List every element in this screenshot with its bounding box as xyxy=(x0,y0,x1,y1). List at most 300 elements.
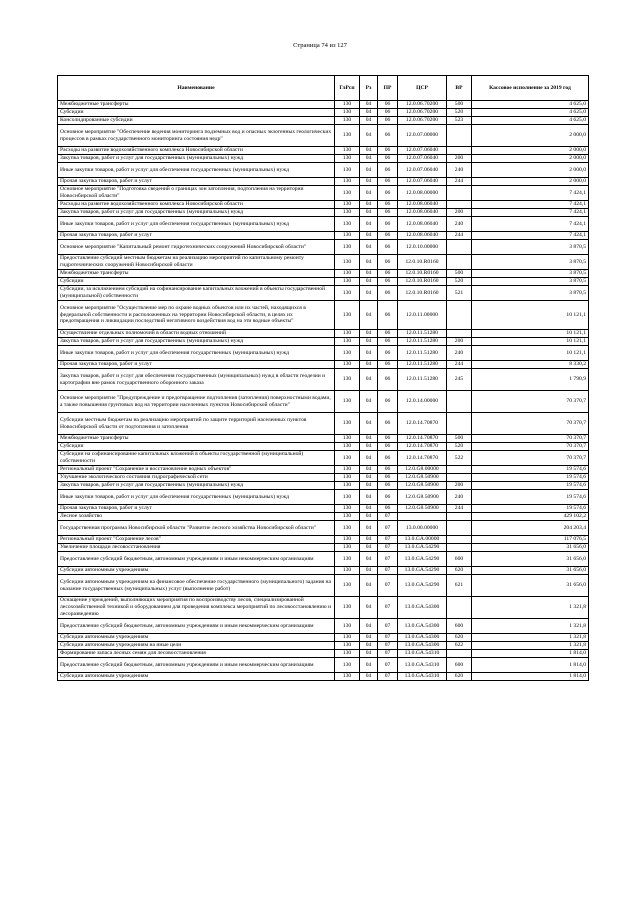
header-cash-execution: Кассовое исполнение за 2019 год xyxy=(472,76,589,101)
table-row xyxy=(58,178,589,186)
cell-csr: 12.0.14.70870 xyxy=(398,435,447,443)
cell-sum: 19 574,6 xyxy=(472,466,589,474)
cell-vr: 520 xyxy=(447,443,472,451)
cell-sum: 3 870,5 xyxy=(472,270,589,278)
table-row xyxy=(58,232,589,240)
table-row xyxy=(58,346,589,361)
cell-name: Улучшение экологического состояния гидрографической сети xyxy=(58,474,335,482)
cell-csr: 13.0.GA.54310 xyxy=(398,650,447,658)
cell-rz: 04 xyxy=(360,201,378,209)
cell-vr: 200 xyxy=(447,155,472,163)
cell-rz: 04 xyxy=(360,658,378,673)
table-body xyxy=(58,101,589,681)
cell-rz: 04 xyxy=(360,369,378,391)
cell-name: Субсидии автономным учреждениям xyxy=(58,673,335,681)
cell-sum: 4 625,0 xyxy=(472,101,589,109)
table-row xyxy=(58,270,589,278)
cell-name: Субсидии, за исключением субсидий на софинансирование капитальных вложений в объекты государственной (муниципальной) собственности xyxy=(58,286,335,301)
cell-csr: 13.0.GA.54300 xyxy=(398,619,447,634)
cell-name: Закупка товаров, работ и услуг для обеспечения государственных (муниципальных) нужд в области геодезии и картографии вне рамок государственного оборонного заказа xyxy=(58,369,335,391)
cell-sum: 8 330,2 xyxy=(472,361,589,369)
budget-table xyxy=(57,75,589,681)
cell-rz: 04 xyxy=(360,619,378,634)
cell-name: Субсидии xyxy=(58,278,335,286)
cell-pr: 07 xyxy=(378,513,398,521)
cell-glrsp: 130 xyxy=(335,109,360,117)
table-row xyxy=(58,217,589,232)
cell-name: Расходы на развитие водохозяйственного комплекса Новосибирской области xyxy=(58,201,335,209)
cell-csr: 12.0.G8.50900 xyxy=(398,490,447,505)
cell-name: Предоставление субсидий бюджетным, автономным учреждениям и иным некоммерческим организациям xyxy=(58,619,335,634)
cell-sum: 2 000,0 xyxy=(472,178,589,186)
table-row xyxy=(58,451,589,466)
table-row xyxy=(58,369,589,391)
cell-pr: 06 xyxy=(378,490,398,505)
cell-vr: 240 xyxy=(447,163,472,178)
cell-name: Субсидии на софинансирование капитальных вложений в объекты государственной (муниципальной) собственности xyxy=(58,451,335,466)
cell-glrsp: 130 xyxy=(335,186,360,201)
cell-pr: 06 xyxy=(378,278,398,286)
cell-glrsp: 130 xyxy=(335,361,360,369)
cell-name: Закупка товаров, работ и услуг для государственных (муниципальных) нужд xyxy=(58,338,335,346)
cell-vr: 520 xyxy=(447,109,472,117)
cell-csr: 12.0.06.70200 xyxy=(398,109,447,117)
table-row xyxy=(58,482,589,490)
cell-vr xyxy=(447,521,472,536)
cell-vr xyxy=(447,201,472,209)
cell-csr: 13.0.GA.54300 xyxy=(398,642,447,650)
cell-sum: 3 870,5 xyxy=(472,286,589,301)
cell-sum: 2 000,0 xyxy=(472,147,589,155)
table-row xyxy=(58,338,589,346)
cell-rz: 04 xyxy=(360,101,378,109)
cell-pr: 06 xyxy=(378,163,398,178)
cell-rz: 04 xyxy=(360,482,378,490)
cell-vr: 600 xyxy=(447,619,472,634)
cell-sum: 1 814,0 xyxy=(472,650,589,658)
cell-rz: 04 xyxy=(360,346,378,361)
cell-pr: 07 xyxy=(378,575,398,597)
cell-pr: 06 xyxy=(378,209,398,217)
table-row xyxy=(58,552,589,567)
cell-glrsp: 130 xyxy=(335,125,360,147)
cell-rz: 04 xyxy=(360,278,378,286)
cell-csr: 12.0.G8.50900 xyxy=(398,474,447,482)
cell-pr: 06 xyxy=(378,435,398,443)
cell-pr: 06 xyxy=(378,201,398,209)
cell-pr: 06 xyxy=(378,155,398,163)
cell-sum: 3 870,5 xyxy=(472,278,589,286)
cell-rz: 04 xyxy=(360,330,378,338)
cell-rz: 04 xyxy=(360,536,378,544)
cell-sum: 10 121,1 xyxy=(472,301,589,330)
cell-name: Осуществление отдельных полномочий в области водных отношений xyxy=(58,330,335,338)
cell-vr xyxy=(447,466,472,474)
cell-pr: 06 xyxy=(378,147,398,155)
cell-vr: 200 xyxy=(447,482,472,490)
table-row xyxy=(58,240,589,255)
table-row xyxy=(58,536,589,544)
cell-csr: 13.0.GA.54290 xyxy=(398,552,447,567)
cell-vr xyxy=(447,536,472,544)
cell-csr: 13.0.GA.54290 xyxy=(398,567,447,575)
cell-name: Прочая закупка товаров, работ и услуг xyxy=(58,232,335,240)
cell-csr: 13.0.GA.54310 xyxy=(398,658,447,673)
cell-pr: 06 xyxy=(378,286,398,301)
cell-rz: 04 xyxy=(360,552,378,567)
cell-csr: 13.0.GA.00000 xyxy=(398,536,447,544)
cell-glrsp: 130 xyxy=(335,301,360,330)
cell-sum: 31 656,0 xyxy=(472,575,589,597)
cell-sum: 117 076,5 xyxy=(472,536,589,544)
table-row xyxy=(58,521,589,536)
cell-name: Субсидии автономным учреждениям xyxy=(58,567,335,575)
cell-pr: 06 xyxy=(378,338,398,346)
cell-pr: 07 xyxy=(378,658,398,673)
cell-vr xyxy=(447,186,472,201)
cell-sum: 1 321,8 xyxy=(472,634,589,642)
cell-sum: 429 102,2 xyxy=(472,513,589,521)
cell-rz: 04 xyxy=(360,391,378,413)
cell-glrsp: 130 xyxy=(335,521,360,536)
cell-rz: 04 xyxy=(360,597,378,619)
cell-pr: 06 xyxy=(378,361,398,369)
cell-name: Иные закупки товаров, работ и услуг для обеспечения государственных (муниципальных) нужд xyxy=(58,163,335,178)
table-row xyxy=(58,163,589,178)
cell-rz: 04 xyxy=(360,270,378,278)
cell-vr: 244 xyxy=(447,505,472,513)
cell-csr: 12.0.06.70200 xyxy=(398,117,447,125)
table-row xyxy=(58,209,589,217)
cell-vr: 500 xyxy=(447,270,472,278)
cell-name: Основное мероприятие "Обеспечение ведения мониторинга подземных вод и опасных экзогенных геологических процессов в рамках государственного мониторинга состояния недр" xyxy=(58,125,335,147)
cell-pr: 06 xyxy=(378,101,398,109)
cell-glrsp: 130 xyxy=(335,369,360,391)
cell-sum: 3 870,5 xyxy=(472,240,589,255)
cell-sum: 2 000,0 xyxy=(472,163,589,178)
cell-glrsp: 130 xyxy=(335,513,360,521)
cell-rz: 04 xyxy=(360,443,378,451)
cell-csr: 12.0.14.70870 xyxy=(398,443,447,451)
table-row xyxy=(58,490,589,505)
cell-pr: 06 xyxy=(378,443,398,451)
cell-pr: 06 xyxy=(378,482,398,490)
cell-name: Формирование запаса лесных семян для лесовосстановления xyxy=(58,650,335,658)
header-pr: ПР xyxy=(378,76,398,101)
cell-sum: 70 370,7 xyxy=(472,443,589,451)
cell-glrsp: 130 xyxy=(335,270,360,278)
cell-csr: 13.0.GA.54310 xyxy=(398,673,447,681)
cell-sum: 1 321,8 xyxy=(472,619,589,634)
cell-rz: 04 xyxy=(360,474,378,482)
cell-csr: 12.0.11.00000 xyxy=(398,301,447,330)
cell-vr: 200 xyxy=(447,338,472,346)
table-row xyxy=(58,443,589,451)
cell-rz: 04 xyxy=(360,301,378,330)
cell-name: Субсидии xyxy=(58,109,335,117)
table-row xyxy=(58,435,589,443)
cell-vr: 521 xyxy=(447,286,472,301)
cell-glrsp: 130 xyxy=(335,658,360,673)
cell-vr: 620 xyxy=(447,567,472,575)
cell-sum: 70 370,7 xyxy=(472,413,589,435)
cell-glrsp: 130 xyxy=(335,474,360,482)
cell-sum: 70 370,7 xyxy=(472,435,589,443)
header-vr: ВР xyxy=(447,76,472,101)
cell-rz: 04 xyxy=(360,255,378,270)
cell-sum: 7 424,1 xyxy=(472,217,589,232)
cell-vr: 523 xyxy=(447,117,472,125)
cell-vr: 244 xyxy=(447,178,472,186)
cell-csr: 12.0.11.51280 xyxy=(398,369,447,391)
table-row xyxy=(58,391,589,413)
cell-glrsp: 130 xyxy=(335,209,360,217)
cell-glrsp: 130 xyxy=(335,567,360,575)
cell-sum: 19 574,6 xyxy=(472,505,589,513)
table-row xyxy=(58,658,589,673)
cell-csr: 12.0.10.R0160 xyxy=(398,255,447,270)
cell-vr: 520 xyxy=(447,278,472,286)
cell-vr xyxy=(447,330,472,338)
cell-sum: 31 656,0 xyxy=(472,567,589,575)
cell-glrsp: 130 xyxy=(335,443,360,451)
table-row xyxy=(58,474,589,482)
cell-sum: 19 574,6 xyxy=(472,474,589,482)
table-row xyxy=(58,330,589,338)
cell-vr: 522 xyxy=(447,451,472,466)
cell-glrsp: 130 xyxy=(335,597,360,619)
table-row xyxy=(58,413,589,435)
cell-pr: 06 xyxy=(378,255,398,270)
cell-rz: 04 xyxy=(360,466,378,474)
cell-rz: 04 xyxy=(360,125,378,147)
cell-sum: 1 321,8 xyxy=(472,642,589,650)
cell-sum: 2 000,0 xyxy=(472,155,589,163)
cell-sum: 19 574,6 xyxy=(472,482,589,490)
table-row xyxy=(58,642,589,650)
cell-name: Субсидии автономным учреждениям на финансовое обеспечение государственного (муниципального) задания на оказание государственных (муниципальных) услуг (выполнение работ) xyxy=(58,575,335,597)
cell-glrsp: 130 xyxy=(335,240,360,255)
cell-vr xyxy=(447,125,472,147)
table-row xyxy=(58,201,589,209)
cell-glrsp: 130 xyxy=(335,155,360,163)
cell-glrsp: 130 xyxy=(335,673,360,681)
header-rz: Рз xyxy=(360,76,378,101)
cell-glrsp: 130 xyxy=(335,338,360,346)
cell-name: Межбюджетные трансферты xyxy=(58,101,335,109)
cell-name: Субсидии местным бюджетам на реализацию мероприятий по защите территорий населенных пунктов Новосибирской области от подтопления и затопления xyxy=(58,413,335,435)
cell-name: Прочая закупка товаров, работ и услуг xyxy=(58,178,335,186)
cell-csr: 12.0.08.00000 xyxy=(398,186,447,201)
cell-rz: 04 xyxy=(360,521,378,536)
cell-name: Региональный проект "Сохранение лесов" xyxy=(58,536,335,544)
cell-vr xyxy=(447,597,472,619)
cell-name: Субсидии автономным учреждениям xyxy=(58,634,335,642)
cell-pr: 06 xyxy=(378,346,398,361)
cell-glrsp: 130 xyxy=(335,201,360,209)
table-row xyxy=(58,361,589,369)
cell-glrsp: 130 xyxy=(335,232,360,240)
cell-rz: 04 xyxy=(360,642,378,650)
cell-csr: 12.0.14.70870 xyxy=(398,451,447,466)
cell-name: Лесное хозяйство xyxy=(58,513,335,521)
cell-name: Оснащение учреждений, выполняющих мероприятия по воспроизводству лесов, специализированной лесохозяйственной техникой и оборудованием для проведения комплекса мероприятий по лесовосстановлению и лесоразведению xyxy=(58,597,335,619)
cell-csr: 13.0.GA.54300 xyxy=(398,634,447,642)
cell-glrsp: 130 xyxy=(335,619,360,634)
cell-rz: 04 xyxy=(360,178,378,186)
cell-vr xyxy=(447,544,472,552)
cell-name: Консолидированные субсидии xyxy=(58,117,335,125)
cell-vr: 240 xyxy=(447,346,472,361)
cell-csr: 12.0.07.06040 xyxy=(398,147,447,155)
cell-vr xyxy=(447,240,472,255)
cell-vr: 600 xyxy=(447,658,472,673)
cell-glrsp: 130 xyxy=(335,163,360,178)
header-csr: ЦСР xyxy=(398,76,447,101)
cell-csr: 12.0.10.R0160 xyxy=(398,278,447,286)
cell-rz: 04 xyxy=(360,361,378,369)
cell-glrsp: 130 xyxy=(335,575,360,597)
cell-csr: 12.0.07.06040 xyxy=(398,178,447,186)
cell-glrsp: 130 xyxy=(335,413,360,435)
cell-name: Иные закупки товаров, работ и услуг для обеспечения государственных (муниципальных) нужд xyxy=(58,346,335,361)
cell-sum: 4 625,0 xyxy=(472,109,589,117)
cell-csr: 12.0.08.06040 xyxy=(398,217,447,232)
cell-vr: 240 xyxy=(447,490,472,505)
cell-rz: 04 xyxy=(360,413,378,435)
cell-rz: 04 xyxy=(360,575,378,597)
cell-glrsp: 130 xyxy=(335,490,360,505)
cell-csr: 12.0.11.51280 xyxy=(398,361,447,369)
table-row xyxy=(58,155,589,163)
cell-sum: 7 424,1 xyxy=(472,209,589,217)
cell-pr: 06 xyxy=(378,178,398,186)
cell-name: Прочая закупка товаров, работ и услуг xyxy=(58,505,335,513)
cell-glrsp: 130 xyxy=(335,435,360,443)
table-row xyxy=(58,117,589,125)
cell-vr xyxy=(447,391,472,413)
cell-sum: 10 121,1 xyxy=(472,330,589,338)
cell-rz: 04 xyxy=(360,505,378,513)
cell-sum: 31 656,0 xyxy=(472,552,589,567)
table-row xyxy=(58,505,589,513)
cell-vr: 600 xyxy=(447,552,472,567)
cell-vr: 244 xyxy=(447,232,472,240)
cell-glrsp: 130 xyxy=(335,217,360,232)
cell-glrsp: 130 xyxy=(335,147,360,155)
cell-glrsp: 130 xyxy=(335,278,360,286)
cell-vr: 500 xyxy=(447,435,472,443)
cell-glrsp: 130 xyxy=(335,466,360,474)
table-row xyxy=(58,286,589,301)
cell-sum: 31 656,0 xyxy=(472,544,589,552)
table-row xyxy=(58,186,589,201)
cell-pr: 07 xyxy=(378,597,398,619)
cell-name: Субсидии xyxy=(58,443,335,451)
cell-sum: 1 814,0 xyxy=(472,658,589,673)
cell-glrsp: 130 xyxy=(335,330,360,338)
cell-rz: 04 xyxy=(360,209,378,217)
table-row xyxy=(58,650,589,658)
table-row xyxy=(58,147,589,155)
cell-csr: 12.0.07.00000 xyxy=(398,125,447,147)
cell-rz: 04 xyxy=(360,338,378,346)
cell-csr: 13.0.GA.54290 xyxy=(398,575,447,597)
cell-glrsp: 130 xyxy=(335,482,360,490)
cell-glrsp: 130 xyxy=(335,536,360,544)
cell-rz: 04 xyxy=(360,109,378,117)
cell-name: Государственная программа Новосибирской области "Развитие лесного хозяйства Новосибирской области" xyxy=(58,521,335,536)
cell-csr: 12.0.08.06040 xyxy=(398,209,447,217)
cell-name: Закупка товаров, работ и услуг для государственных (муниципальных) нужд xyxy=(58,155,335,163)
cell-name: Региональный проект "Сохранение и восстановление водных объектов" xyxy=(58,466,335,474)
cell-csr: 12.0.11.51280 xyxy=(398,330,447,338)
cell-csr: 13.0.GA.54300 xyxy=(398,597,447,619)
cell-csr: 13.0.GA.54290 xyxy=(398,544,447,552)
table-row xyxy=(58,109,589,117)
cell-name: Межбюджетные трансферты xyxy=(58,270,335,278)
cell-sum: 4 625,0 xyxy=(472,117,589,125)
table-row xyxy=(58,278,589,286)
cell-sum: 1 790,9 xyxy=(472,369,589,391)
cell-pr: 07 xyxy=(378,642,398,650)
cell-name: Предоставление субсидий местным бюджетам на реализацию мероприятий по капитальному ремонту гидротехнических сооружений Новосибирской области xyxy=(58,255,335,270)
table-row xyxy=(58,301,589,330)
cell-pr: 06 xyxy=(378,240,398,255)
cell-name: Расходы на развитие водохозяйственного комплекса Новосибирской области xyxy=(58,147,335,155)
cell-glrsp: 130 xyxy=(335,642,360,650)
cell-name: Предоставление субсидий бюджетным, автономным учреждениям и иным некоммерческим организациям xyxy=(58,552,335,567)
cell-rz: 04 xyxy=(360,544,378,552)
cell-glrsp: 130 xyxy=(335,391,360,413)
cell-name: Прочая закупка товаров, работ и услуг xyxy=(58,361,335,369)
table-row xyxy=(58,673,589,681)
cell-rz: 04 xyxy=(360,650,378,658)
cell-csr: 12.0.14.70870 xyxy=(398,413,447,435)
cell-rz: 04 xyxy=(360,147,378,155)
cell-csr: 12.0.08.06040 xyxy=(398,232,447,240)
cell-name: Основное мероприятие "Капитальный ремонт гидротехнических сооружений Новосибирской области" xyxy=(58,240,335,255)
cell-vr: 620 xyxy=(447,673,472,681)
cell-pr: 07 xyxy=(378,544,398,552)
page-number-label: Страница 74 из 127 xyxy=(293,42,347,49)
cell-vr: 200 xyxy=(447,209,472,217)
cell-glrsp: 130 xyxy=(335,451,360,466)
cell-csr: 12.0.07.06040 xyxy=(398,155,447,163)
cell-name: Иные закупки товаров, работ и услуг для обеспечения государственных (муниципальных) нужд xyxy=(58,490,335,505)
cell-csr: 12.0.G8.50900 xyxy=(398,482,447,490)
cell-csr: 12.0.11.51280 xyxy=(398,346,447,361)
cell-vr: 244 xyxy=(447,361,472,369)
cell-pr: 07 xyxy=(378,619,398,634)
cell-pr: 06 xyxy=(378,232,398,240)
table-row xyxy=(58,619,589,634)
table-row xyxy=(58,634,589,642)
cell-vr xyxy=(447,301,472,330)
header-name: Наименование xyxy=(58,76,335,101)
cell-pr: 07 xyxy=(378,552,398,567)
table-header-row xyxy=(58,76,589,101)
cell-sum: 7 424,1 xyxy=(472,232,589,240)
cell-rz: 04 xyxy=(360,673,378,681)
cell-rz: 04 xyxy=(360,186,378,201)
cell-pr: 06 xyxy=(378,466,398,474)
cell-sum: 7 424,1 xyxy=(472,201,589,209)
cell-pr: 06 xyxy=(378,270,398,278)
cell-glrsp: 130 xyxy=(335,505,360,513)
cell-vr: 245 xyxy=(447,369,472,391)
cell-glrsp: 130 xyxy=(335,178,360,186)
